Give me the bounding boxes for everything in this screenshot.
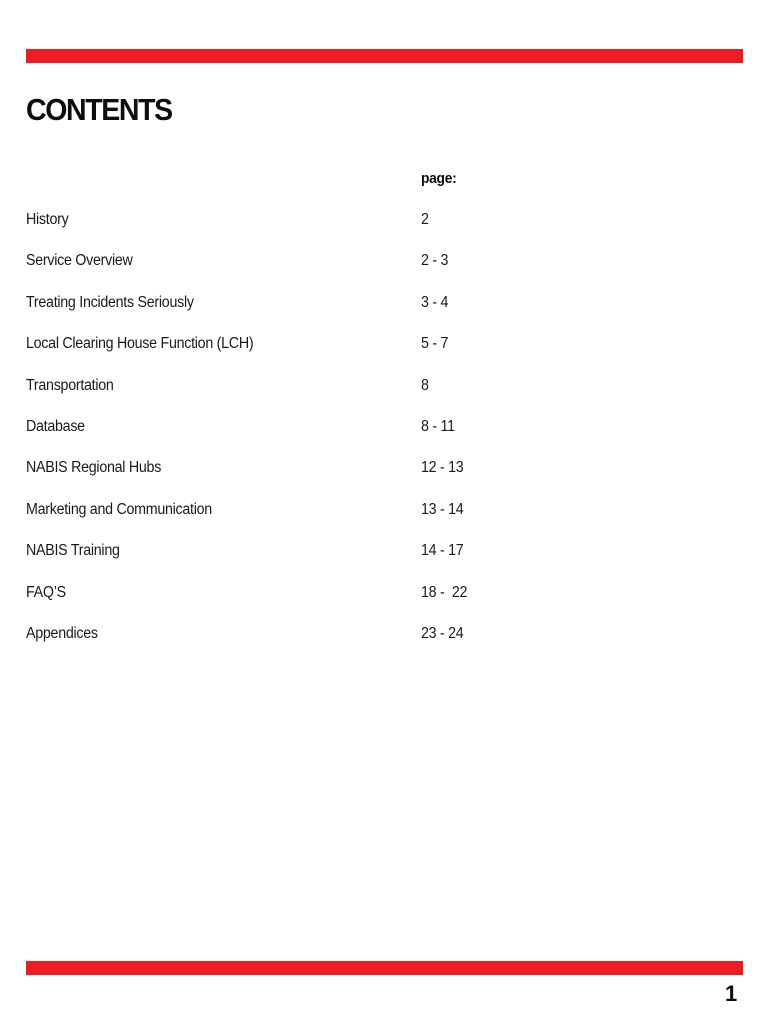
toc-pages: 3 - 4: [421, 293, 449, 311]
toc-label: Marketing and Communication: [26, 500, 212, 518]
page-number: 1: [725, 981, 738, 1006]
toc-row-regional-hubs[interactable]: [26, 456, 743, 497]
top-red-bar: [26, 49, 743, 63]
toc-pages: 5 - 7: [421, 335, 449, 353]
toc-pages: 8 - 11: [421, 417, 455, 435]
toc-label: Service Overview: [26, 252, 133, 270]
toc-label: Appendices: [26, 624, 98, 642]
page-title: CONTENTS: [26, 92, 172, 127]
toc-row-treating-incidents[interactable]: [26, 291, 743, 332]
toc-label: History: [26, 211, 69, 228]
bottom-red-bar: [26, 961, 743, 975]
toc-row-marketing[interactable]: [26, 498, 743, 539]
toc-row-database[interactable]: [26, 415, 743, 456]
toc-label: FAQ’S: [26, 583, 66, 601]
toc-row-faqs[interactable]: [26, 581, 743, 622]
toc-label: NABIS Training: [26, 542, 120, 560]
toc-row-appendices[interactable]: [26, 622, 743, 663]
toc-pages: 18 - 22: [421, 583, 468, 601]
toc-pages: 23 - 24: [421, 624, 464, 642]
toc-row-history[interactable]: [26, 208, 743, 249]
toc-pages: 8: [421, 376, 429, 394]
toc-pages: 12 - 13: [421, 459, 464, 477]
toc-row-service-overview[interactable]: [26, 249, 743, 290]
toc-row-training[interactable]: [26, 539, 743, 580]
toc-pages: 2 - 3: [421, 252, 449, 270]
toc-row-transportation[interactable]: [26, 374, 743, 415]
toc-pages: 14 - 17: [421, 542, 464, 560]
toc-label: NABIS Regional Hubs: [26, 459, 162, 477]
toc-label: Treating Incidents Seriously: [26, 293, 194, 311]
toc-label: Local Clearing House Function (LCH): [26, 335, 254, 353]
page-column-header: page:: [421, 170, 457, 187]
toc-row-lch[interactable]: [26, 332, 743, 373]
toc-pages: 13 - 14: [421, 500, 464, 518]
toc-label: Transportation: [26, 376, 114, 394]
table-of-contents: [26, 208, 743, 663]
toc-label: Database: [26, 417, 85, 435]
toc-pages: 2: [421, 211, 429, 228]
